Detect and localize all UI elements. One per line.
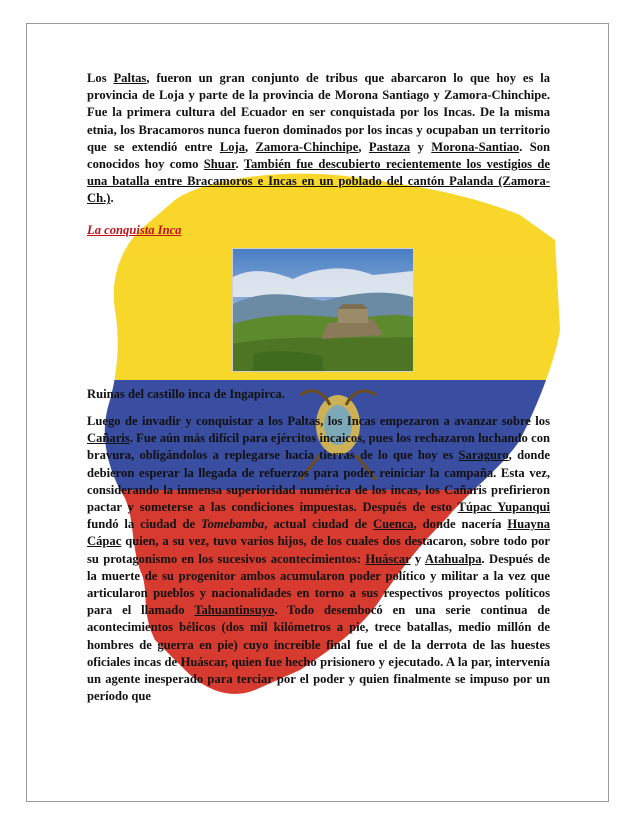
link-saraguro[interactable]: Saraguro — [458, 448, 509, 463]
text-span: , actual ciudad de — [264, 517, 373, 532]
link-paltas[interactable]: Paltas — [113, 71, 147, 85]
city-tomebamba: Tomebamba — [201, 517, 265, 532]
link-loja[interactable]: Loja — [219, 139, 245, 154]
link-huascar[interactable]: Huáscar — [365, 551, 411, 566]
text-span: Luego de invadir y conquistar a los Paltas, los Incas empezaron a avanzar sobre los — [87, 414, 550, 428]
text-span: , — [245, 139, 256, 154]
link-cuenca[interactable]: Cuenca — [373, 517, 414, 532]
text-span: . Todo desembocó en una serie continua de acontecimientos bélicos (dos mil kilómetros a pie, trece batallas, medio millón de hombres de guerra en pie) cuyo increíble final fue el de la derrota de las huestes oficiales incas de Huáscar, quien fue hecho prisionero y ejecutado. A la par, intervenía un agente inesperado para terciar por el poder y quien finalmente se impuso por un período que — [87, 603, 550, 704]
link-pastaza[interactable]: Pastaza — [368, 139, 411, 154]
text-span: . Fue aún más difícil para ejércitos incaicos, pues los rechazaron luchando con bravura, obligándolos a replegarse hacia tierras de lo que hoy es — [87, 431, 550, 463]
text-span: , — [358, 139, 369, 154]
text-span: . Después de la muerte de su progenitor ambos acumularon poder político y militar a la vez que articularon pueblos y nacionalidades en torno a sus respectivos proyectos políticos para el llamado — [87, 551, 551, 618]
text-span: . — [110, 191, 114, 206]
text-span: fundó la ciudad de — [87, 517, 202, 532]
text-span: Los — [87, 71, 114, 85]
link-tahuantinsuyo[interactable]: Tahuantinsuyo — [194, 603, 275, 618]
text-span: , donde nacería — [413, 517, 508, 532]
link-tupac-yupanqui[interactable]: Túpac Yupanqui — [457, 500, 550, 515]
text-span: , donde debieron esperar la llegada de refuerzos para poder reiniciar la campaña. Esta vez, considerando la inmensa superioridad numérica de los incas, los Cañaris prefirieron pactar y someterse a las condiciones impuestas. Después de esto — [87, 448, 550, 515]
text-span: , fueron un gran conjunto de tribus que abarcaron lo que hoy es la provincia de Loja y parte de la provincia de Morona Santiago y Zamora-Chinchipe. Fue la primera cultura del Ecuador en ser conquistada por los Incas. De la misma etnia, los Bracamoros nunca fueron dominados por los incas y ocupaban un territorio que se extendió entre — [87, 71, 550, 154]
section-heading-conquista-inca[interactable]: La conquista Inca — [87, 223, 182, 237]
section-heading-wrap — [87, 222, 550, 239]
link-battle-vestiges[interactable]: También fue descubierto recientemente los vestigios de una batalla entre Bracamoros e Incas en un poblado del cantón Palanda (Zamora-Ch.) — [87, 157, 550, 206]
paragraph-paltas — [87, 70, 550, 208]
ingapirca-ruins-photo — [232, 248, 414, 372]
caption-text: Ruinas del castillo inca de Ingapirca. — [87, 387, 285, 401]
text-span: y — [410, 139, 432, 154]
link-canaris[interactable]: Cañaris — [87, 431, 130, 446]
text-span: quien, a su vez, tuvo varios hijos, de los cuales dos destacaron, sobre todo por su protagonismo en los sucesivos acontecimientos: — [87, 534, 550, 566]
paragraph-conquista — [87, 413, 550, 705]
link-morona-santiao[interactable]: Morona-Santiao — [431, 139, 520, 154]
link-atahualpa[interactable]: Atahualpa — [424, 551, 482, 566]
text-span: . Son conocidos hoy como — [87, 139, 551, 172]
link-shuar[interactable]: Shuar — [203, 157, 236, 172]
text-span: y — [410, 551, 425, 566]
link-zamora-chinchipe[interactable]: Zamora-Chinchipe — [255, 139, 359, 154]
photo-caption — [87, 386, 550, 403]
link-huayna-capac[interactable]: Huayna Cápac — [87, 517, 551, 549]
text-span: . — [235, 157, 244, 172]
